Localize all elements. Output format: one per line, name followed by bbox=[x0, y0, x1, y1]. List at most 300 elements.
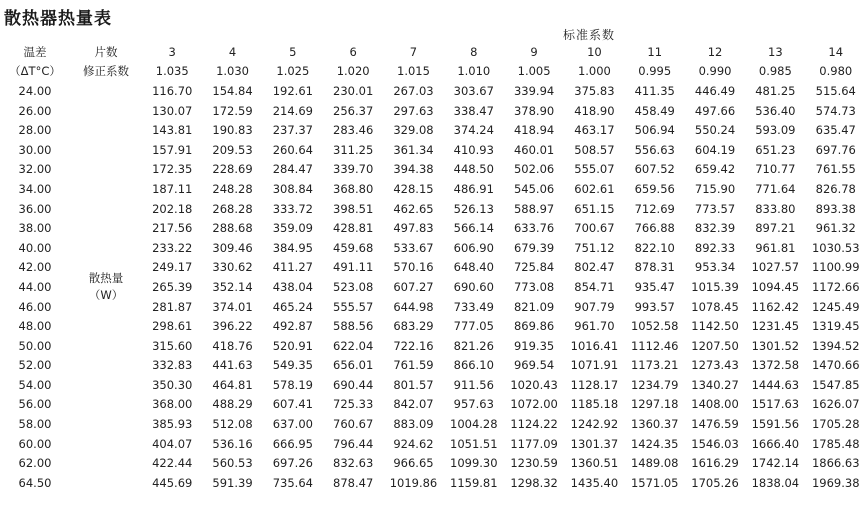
heat-value-cell: 491.11 bbox=[333, 260, 374, 275]
heat-value-cell: 993.57 bbox=[634, 299, 675, 314]
heat-value-cell: 777.05 bbox=[453, 319, 494, 334]
heat-value-cell: 690.44 bbox=[333, 377, 374, 392]
heat-value-cell: 832.63 bbox=[333, 456, 374, 471]
heat-value-cell: 588.97 bbox=[513, 201, 555, 216]
heat-value-cell: 267.03 bbox=[393, 83, 434, 98]
heat-value-cell: 1408.00 bbox=[691, 397, 739, 412]
heat-value-cell: 1128.17 bbox=[570, 377, 619, 392]
heat-value-cell: 1177.09 bbox=[510, 436, 558, 451]
heat-value-cell: 1142.50 bbox=[691, 319, 739, 334]
correction-factor-cell: 1.005 bbox=[517, 64, 551, 79]
page-title: 散热器热量表 bbox=[4, 9, 112, 29]
correction-factor-cell: 0.980 bbox=[819, 64, 853, 79]
heat-value-cell: 248.28 bbox=[212, 181, 253, 196]
heat-value-cell: 549.35 bbox=[272, 358, 313, 373]
heat-value-cell: 1112.46 bbox=[630, 338, 679, 353]
heat-value-cell: 560.53 bbox=[212, 456, 253, 471]
heat-value-cell: 422.44 bbox=[152, 456, 193, 471]
heat-value-cell: 404.07 bbox=[152, 436, 193, 451]
heat-value-cell: 284.47 bbox=[272, 162, 313, 177]
correction-header: 修正系数 bbox=[83, 64, 130, 79]
temp-diff-cell: 32.00 bbox=[18, 162, 52, 177]
header-row-pieces bbox=[0, 42, 866, 62]
heat-value-cell: 288.68 bbox=[212, 221, 253, 236]
pieces-count-cell: 5 bbox=[289, 44, 297, 59]
heat-value-cell: 1424.35 bbox=[630, 436, 679, 451]
heat-value-cell: 190.83 bbox=[212, 123, 253, 138]
heat-value-cell: 651.23 bbox=[755, 142, 796, 157]
heat-value-cell: 460.01 bbox=[513, 142, 555, 157]
heat-value-cell: 1969.38 bbox=[811, 475, 860, 490]
heat-value-cell: 1162.42 bbox=[751, 299, 800, 314]
heat-value-cell: 821.26 bbox=[453, 338, 494, 353]
heat-value-cell: 375.83 bbox=[574, 83, 615, 98]
heat-value-cell: 545.06 bbox=[513, 181, 555, 196]
heat-value-cell: 268.28 bbox=[212, 201, 253, 216]
heat-value-cell: 410.93 bbox=[453, 142, 494, 157]
pieces-count-cell: 3 bbox=[168, 44, 176, 59]
heat-value-cell: 1444.63 bbox=[751, 377, 800, 392]
heat-value-cell: 1231.45 bbox=[751, 319, 800, 334]
heat-value-cell: 733.49 bbox=[453, 299, 494, 314]
heat-value-cell: 1052.58 bbox=[630, 319, 679, 334]
correction-factor-cell: 1.025 bbox=[276, 64, 310, 79]
heat-value-cell: 1742.14 bbox=[751, 456, 800, 471]
heat-value-cell: 1705.26 bbox=[691, 475, 739, 490]
heat-value-cell: 256.37 bbox=[333, 103, 374, 118]
temp-diff-cell: 34.00 bbox=[18, 181, 52, 196]
heat-value-cell: 492.87 bbox=[272, 319, 313, 334]
correction-factor-cell: 0.985 bbox=[758, 64, 792, 79]
heat-value-cell: 1030.53 bbox=[811, 240, 860, 255]
temp-diff-header: 温差 bbox=[23, 44, 47, 59]
heat-value-cell: 690.60 bbox=[453, 279, 494, 294]
heat-value-cell: 463.17 bbox=[574, 123, 615, 138]
heat-value-cell: 679.39 bbox=[513, 240, 555, 255]
heat-value-cell: 441.63 bbox=[212, 358, 253, 373]
heat-value-cell: 536.16 bbox=[212, 436, 253, 451]
heat-value-cell: 1019.86 bbox=[389, 475, 438, 490]
temp-diff-cell: 26.00 bbox=[18, 103, 52, 118]
heat-value-cell: 1340.27 bbox=[691, 377, 739, 392]
temp-diff-cell: 36.00 bbox=[18, 201, 52, 216]
heat-value-cell: 607.52 bbox=[634, 162, 675, 177]
heat-value-cell: 1394.52 bbox=[811, 338, 860, 353]
heat-value-cell: 446.49 bbox=[694, 83, 736, 98]
heat-value-cell: 637.00 bbox=[272, 417, 313, 432]
heat-value-cell: 897.21 bbox=[755, 221, 796, 236]
heat-value-cell: 536.40 bbox=[755, 103, 796, 118]
heat-value-cell: 512.08 bbox=[212, 417, 253, 432]
temp-diff-cell: 50.00 bbox=[18, 338, 52, 353]
heat-value-cell: 458.49 bbox=[634, 103, 675, 118]
heat-value-cell: 766.88 bbox=[634, 221, 675, 236]
pieces-count-cell: 10 bbox=[587, 44, 602, 59]
correction-factor-cell: 1.035 bbox=[155, 64, 189, 79]
heat-value-cell: 591.39 bbox=[212, 475, 253, 490]
pieces-header: 片数 bbox=[94, 44, 118, 59]
heat-value-cell: 1571.05 bbox=[630, 475, 679, 490]
heat-value-cell: 297.63 bbox=[393, 103, 434, 118]
heat-value-cell: 801.57 bbox=[393, 377, 434, 392]
heat-value-cell: 683.29 bbox=[393, 319, 434, 334]
heat-value-cell: 622.04 bbox=[333, 338, 374, 353]
heat-value-cell: 1517.63 bbox=[751, 397, 800, 412]
heat-value-cell: 143.81 bbox=[152, 123, 193, 138]
heat-value-cell: 893.38 bbox=[815, 201, 856, 216]
heat-value-cell: 214.69 bbox=[272, 103, 313, 118]
heat-value-cell: 761.55 bbox=[815, 162, 856, 177]
heat-value-cell: 700.67 bbox=[574, 221, 615, 236]
heat-value-cell: 1435.40 bbox=[570, 475, 619, 490]
heat-value-cell: 237.37 bbox=[272, 123, 313, 138]
heat-value-cell: 697.76 bbox=[815, 142, 856, 157]
heat-value-cell: 459.68 bbox=[333, 240, 374, 255]
heat-output-label bbox=[70, 81, 142, 492]
heat-value-cell: 578.19 bbox=[272, 377, 313, 392]
heat-value-cell: 332.83 bbox=[152, 358, 193, 373]
heat-value-cell: 1124.22 bbox=[510, 417, 558, 432]
heat-value-cell: 570.16 bbox=[393, 260, 434, 275]
heat-value-cell: 394.38 bbox=[393, 162, 434, 177]
temp-diff-cell: 58.00 bbox=[18, 417, 52, 432]
heat-value-cell: 1297.18 bbox=[630, 397, 679, 412]
heat-value-cell: 157.91 bbox=[152, 142, 193, 157]
table-row bbox=[0, 81, 866, 101]
heat-value-cell: 1016.41 bbox=[570, 338, 619, 353]
heat-output-table bbox=[0, 42, 866, 493]
heat-value-cell: 533.67 bbox=[393, 240, 434, 255]
heat-value-cell: 1207.50 bbox=[691, 338, 739, 353]
heat-value-cell: 445.69 bbox=[152, 475, 193, 490]
correction-factor-cell: 1.010 bbox=[457, 64, 491, 79]
heat-value-cell: 1051.51 bbox=[450, 436, 498, 451]
heat-value-cell: 230.01 bbox=[333, 83, 374, 98]
heat-value-cell: 633.76 bbox=[513, 221, 555, 236]
heat-value-cell: 666.95 bbox=[272, 436, 313, 451]
heat-value-cell: 228.69 bbox=[212, 162, 253, 177]
heat-value-cell: 309.46 bbox=[212, 240, 253, 255]
heat-value-cell: 1273.43 bbox=[691, 358, 739, 373]
heat-value-cell: 361.34 bbox=[393, 142, 434, 157]
heat-value-cell: 523.08 bbox=[333, 279, 374, 294]
heat-value-cell: 526.13 bbox=[453, 201, 494, 216]
heat-value-cell: 1298.32 bbox=[510, 475, 558, 490]
heat-value-cell: 350.30 bbox=[152, 377, 193, 392]
heat-value-cell: 725.84 bbox=[513, 260, 555, 275]
heat-value-cell: 428.15 bbox=[393, 181, 434, 196]
correction-factor-cell: 1.030 bbox=[216, 64, 249, 79]
pieces-count-cell: 11 bbox=[647, 44, 663, 59]
heat-value-cell: 644.98 bbox=[393, 299, 434, 314]
heat-value-cell: 969.54 bbox=[513, 358, 555, 373]
heat-value-cell: 761.59 bbox=[393, 358, 434, 373]
heat-value-cell: 656.01 bbox=[333, 358, 374, 373]
heat-value-cell: 339.94 bbox=[513, 83, 555, 98]
heat-value-cell: 1173.21 bbox=[630, 358, 679, 373]
temp-diff-cell: 60.00 bbox=[18, 436, 52, 451]
heat-value-cell: 1172.66 bbox=[811, 279, 860, 294]
heat-value-cell: 1027.57 bbox=[751, 260, 800, 275]
heat-value-cell: 418.94 bbox=[513, 123, 555, 138]
pieces-count-cell: 9 bbox=[530, 44, 538, 59]
temp-diff-cell: 48.00 bbox=[18, 319, 52, 334]
heat-value-cell: 154.84 bbox=[212, 83, 253, 98]
heat-value-cell: 464.81 bbox=[212, 377, 253, 392]
temp-diff-cell: 54.00 bbox=[18, 377, 52, 392]
correction-factor-cell: 1.000 bbox=[577, 64, 611, 79]
heat-value-cell: 607.41 bbox=[272, 397, 313, 412]
heat-value-cell: 333.72 bbox=[272, 201, 313, 216]
heat-value-cell: 233.22 bbox=[152, 240, 193, 255]
heat-value-cell: 697.26 bbox=[272, 456, 313, 471]
heat-value-cell: 368.80 bbox=[333, 181, 374, 196]
heat-value-cell: 428.81 bbox=[333, 221, 374, 236]
heat-value-cell: 1004.28 bbox=[450, 417, 498, 432]
heat-value-cell: 486.91 bbox=[453, 181, 494, 196]
pieces-count-cell: 12 bbox=[707, 44, 723, 59]
heat-value-cell: 1230.59 bbox=[510, 456, 558, 471]
heat-value-cell: 878.47 bbox=[333, 475, 374, 490]
heat-value-cell: 574.73 bbox=[815, 103, 856, 118]
heat-value-cell: 329.08 bbox=[393, 123, 434, 138]
heat-value-cell: 1360.51 bbox=[570, 456, 619, 471]
heat-value-cell: 842.07 bbox=[393, 397, 434, 412]
heat-value-cell: 315.60 bbox=[152, 338, 193, 353]
heat-value-cell: 418.76 bbox=[212, 338, 253, 353]
heat-value-cell: 202.18 bbox=[152, 201, 193, 216]
heat-value-cell: 116.70 bbox=[152, 83, 193, 98]
heat-value-cell: 821.09 bbox=[513, 299, 555, 314]
heat-value-cell: 1470.66 bbox=[811, 358, 860, 373]
heat-value-cell: 384.95 bbox=[272, 240, 313, 255]
heat-value-cell: 907.79 bbox=[574, 299, 615, 314]
heat-value-cell: 866.10 bbox=[453, 358, 494, 373]
heat-value-cell: 802.47 bbox=[574, 260, 615, 275]
heat-value-cell: 192.61 bbox=[272, 83, 313, 98]
heat-value-cell: 826.78 bbox=[815, 181, 856, 196]
heat-value-cell: 1319.45 bbox=[811, 319, 860, 334]
heat-value-cell: 555.57 bbox=[333, 299, 374, 314]
heat-value-cell: 1301.52 bbox=[751, 338, 800, 353]
heat-value-cell: 961.32 bbox=[815, 221, 856, 236]
heat-value-cell: 1099.30 bbox=[450, 456, 498, 471]
heat-value-cell: 249.17 bbox=[152, 260, 193, 275]
heat-value-cell: 508.57 bbox=[574, 142, 615, 157]
heat-value-cell: 593.09 bbox=[755, 123, 796, 138]
heat-value-cell: 481.25 bbox=[755, 83, 796, 98]
heat-value-cell: 1591.56 bbox=[751, 417, 800, 432]
heat-value-cell: 715.90 bbox=[694, 181, 736, 196]
pieces-count-cell: 14 bbox=[828, 44, 844, 59]
heat-output-label-text: 散热量 bbox=[88, 270, 124, 285]
heat-value-cell: 462.65 bbox=[393, 201, 434, 216]
heat-value-cell: 1245.49 bbox=[811, 299, 860, 314]
heat-value-cell: 303.67 bbox=[453, 83, 494, 98]
heat-value-cell: 374.01 bbox=[212, 299, 253, 314]
heat-value-cell: 1547.85 bbox=[811, 377, 860, 392]
heat-value-cell: 796.44 bbox=[333, 436, 374, 451]
heat-value-cell: 1616.29 bbox=[691, 456, 739, 471]
correction-factor-cell: 0.995 bbox=[638, 64, 672, 79]
heat-value-cell: 398.51 bbox=[333, 201, 374, 216]
heat-value-cell: 935.47 bbox=[634, 279, 675, 294]
heat-value-cell: 1159.81 bbox=[450, 475, 498, 490]
heat-value-cell: 722.16 bbox=[393, 338, 434, 353]
heat-value-cell: 465.24 bbox=[272, 299, 313, 314]
heat-value-cell: 957.63 bbox=[453, 397, 494, 412]
heat-value-cell: 1242.92 bbox=[570, 417, 619, 432]
heat-value-cell: 497.66 bbox=[694, 103, 736, 118]
heat-value-cell: 515.64 bbox=[815, 83, 856, 98]
heat-value-cell: 822.10 bbox=[634, 240, 675, 255]
correction-factor-cell: 1.015 bbox=[397, 64, 430, 79]
heat-value-cell: 1705.28 bbox=[811, 417, 860, 432]
heat-value-cell: 1866.63 bbox=[811, 456, 860, 471]
heat-value-cell: 911.56 bbox=[453, 377, 494, 392]
heat-value-cell: 604.19 bbox=[694, 142, 736, 157]
temp-diff-cell: 44.00 bbox=[18, 279, 52, 294]
heat-value-cell: 651.15 bbox=[574, 201, 615, 216]
temp-diff-cell: 62.00 bbox=[18, 456, 52, 471]
heat-value-cell: 566.14 bbox=[453, 221, 494, 236]
heat-value-cell: 953.34 bbox=[694, 260, 736, 275]
pieces-count-cell: 8 bbox=[470, 44, 478, 59]
heat-value-cell: 1785.48 bbox=[811, 436, 860, 451]
heat-value-cell: 833.80 bbox=[755, 201, 796, 216]
heat-value-cell: 308.84 bbox=[272, 181, 313, 196]
heat-value-cell: 368.00 bbox=[152, 397, 193, 412]
heat-value-cell: 607.27 bbox=[393, 279, 434, 294]
heat-value-cell: 265.39 bbox=[152, 279, 193, 294]
heat-value-cell: 438.04 bbox=[272, 279, 313, 294]
heat-value-cell: 172.59 bbox=[212, 103, 253, 118]
heat-value-cell: 919.35 bbox=[513, 338, 555, 353]
heat-value-cell: 878.31 bbox=[634, 260, 675, 275]
heat-value-cell: 771.64 bbox=[755, 181, 796, 196]
heat-value-cell: 1020.43 bbox=[510, 377, 558, 392]
pieces-count-cell: 6 bbox=[349, 44, 357, 59]
heat-value-cell: 411.35 bbox=[634, 83, 675, 98]
heat-value-cell: 659.42 bbox=[694, 162, 736, 177]
heat-value-cell: 659.56 bbox=[634, 181, 675, 196]
heat-value-cell: 1666.40 bbox=[751, 436, 800, 451]
heat-value-cell: 378.90 bbox=[513, 103, 555, 118]
heat-value-cell: 172.35 bbox=[152, 162, 193, 177]
temp-diff-cell: 46.00 bbox=[18, 299, 52, 314]
heat-value-cell: 648.40 bbox=[453, 260, 494, 275]
heat-value-cell: 555.07 bbox=[574, 162, 615, 177]
heat-value-cell: 961.81 bbox=[755, 240, 796, 255]
heat-value-cell: 966.65 bbox=[393, 456, 434, 471]
heat-value-cell: 602.61 bbox=[574, 181, 615, 196]
heat-value-cell: 760.67 bbox=[333, 417, 374, 432]
heat-value-cell: 448.50 bbox=[453, 162, 494, 177]
heat-value-cell: 396.22 bbox=[212, 319, 253, 334]
temp-diff-cell: 38.00 bbox=[18, 221, 52, 236]
heat-value-cell: 606.90 bbox=[453, 240, 494, 255]
temp-diff-unit-header: （ΔT°C） bbox=[9, 64, 61, 79]
heat-value-cell: 883.09 bbox=[393, 417, 434, 432]
heat-value-cell: 892.33 bbox=[694, 240, 736, 255]
standard-coefficient-caption: 标准系数 bbox=[562, 28, 615, 42]
heat-value-cell: 1489.08 bbox=[630, 456, 679, 471]
heat-value-cell: 1094.45 bbox=[751, 279, 800, 294]
heat-value-cell: 502.06 bbox=[513, 162, 555, 177]
heat-value-cell: 832.39 bbox=[694, 221, 736, 236]
heat-value-cell: 710.77 bbox=[755, 162, 796, 177]
heat-value-cell: 385.93 bbox=[152, 417, 193, 432]
heat-value-cell: 1072.00 bbox=[510, 397, 558, 412]
heat-value-cell: 330.62 bbox=[212, 260, 253, 275]
heat-value-cell: 497.83 bbox=[393, 221, 434, 236]
heat-value-cell: 130.07 bbox=[152, 103, 193, 118]
heat-value-cell: 773.08 bbox=[513, 279, 555, 294]
heat-value-cell: 725.33 bbox=[333, 397, 374, 412]
heat-value-cell: 735.64 bbox=[272, 475, 313, 490]
heat-value-cell: 359.09 bbox=[272, 221, 313, 236]
heat-value-cell: 588.56 bbox=[333, 319, 374, 334]
heat-value-cell: 506.94 bbox=[634, 123, 675, 138]
heat-value-cell: 488.29 bbox=[212, 397, 253, 412]
heat-value-cell: 209.53 bbox=[212, 142, 253, 157]
temp-diff-cell: 56.00 bbox=[18, 397, 52, 412]
heat-value-cell: 556.63 bbox=[634, 142, 675, 157]
heat-value-cell: 1234.79 bbox=[630, 377, 679, 392]
correction-factor-cell: 1.020 bbox=[336, 64, 370, 79]
heat-value-cell: 411.27 bbox=[272, 260, 313, 275]
heat-value-cell: 1071.91 bbox=[570, 358, 619, 373]
heat-value-cell: 217.56 bbox=[152, 221, 193, 236]
pieces-count-cell: 4 bbox=[228, 44, 237, 59]
heat-value-cell: 520.91 bbox=[272, 338, 313, 353]
temp-diff-cell: 28.00 bbox=[18, 123, 52, 138]
table-body bbox=[0, 42, 866, 493]
heat-value-cell: 298.61 bbox=[152, 319, 193, 334]
heat-value-cell: 1626.07 bbox=[811, 397, 860, 412]
heat-value-cell: 352.14 bbox=[212, 279, 253, 294]
heat-value-cell: 773.57 bbox=[694, 201, 736, 216]
heat-value-cell: 550.24 bbox=[694, 123, 736, 138]
heat-output-unit-text: （W） bbox=[88, 287, 124, 302]
heat-value-cell: 1838.04 bbox=[751, 475, 800, 490]
heat-value-cell: 1078.45 bbox=[691, 299, 739, 314]
temp-diff-cell: 52.00 bbox=[18, 358, 52, 373]
temp-diff-cell: 24.00 bbox=[18, 83, 52, 98]
heat-value-cell: 1015.39 bbox=[691, 279, 739, 294]
pieces-count-cell: 7 bbox=[409, 44, 418, 59]
heat-value-cell: 1476.59 bbox=[691, 417, 739, 432]
temp-diff-cell: 40.00 bbox=[18, 240, 52, 255]
heat-value-cell: 283.46 bbox=[333, 123, 374, 138]
heat-value-cell: 1360.37 bbox=[630, 417, 679, 432]
heat-value-cell: 1100.99 bbox=[811, 260, 860, 275]
heat-value-cell: 418.90 bbox=[574, 103, 615, 118]
temp-diff-cell: 42.00 bbox=[18, 260, 52, 275]
temp-diff-cell: 30.00 bbox=[18, 142, 52, 157]
heat-value-cell: 924.62 bbox=[393, 436, 434, 451]
heat-value-cell: 712.69 bbox=[634, 201, 675, 216]
heat-value-cell: 635.47 bbox=[815, 123, 856, 138]
correction-factor-cell: 0.990 bbox=[698, 64, 732, 79]
heat-value-cell: 339.70 bbox=[333, 162, 374, 177]
heat-value-cell: 338.47 bbox=[453, 103, 494, 118]
heat-value-cell: 1185.18 bbox=[570, 397, 619, 412]
heat-value-cell: 260.64 bbox=[272, 142, 313, 157]
heat-value-cell: 1301.37 bbox=[570, 436, 619, 451]
heat-value-cell: 281.87 bbox=[152, 299, 193, 314]
heat-value-cell: 187.11 bbox=[152, 181, 193, 196]
